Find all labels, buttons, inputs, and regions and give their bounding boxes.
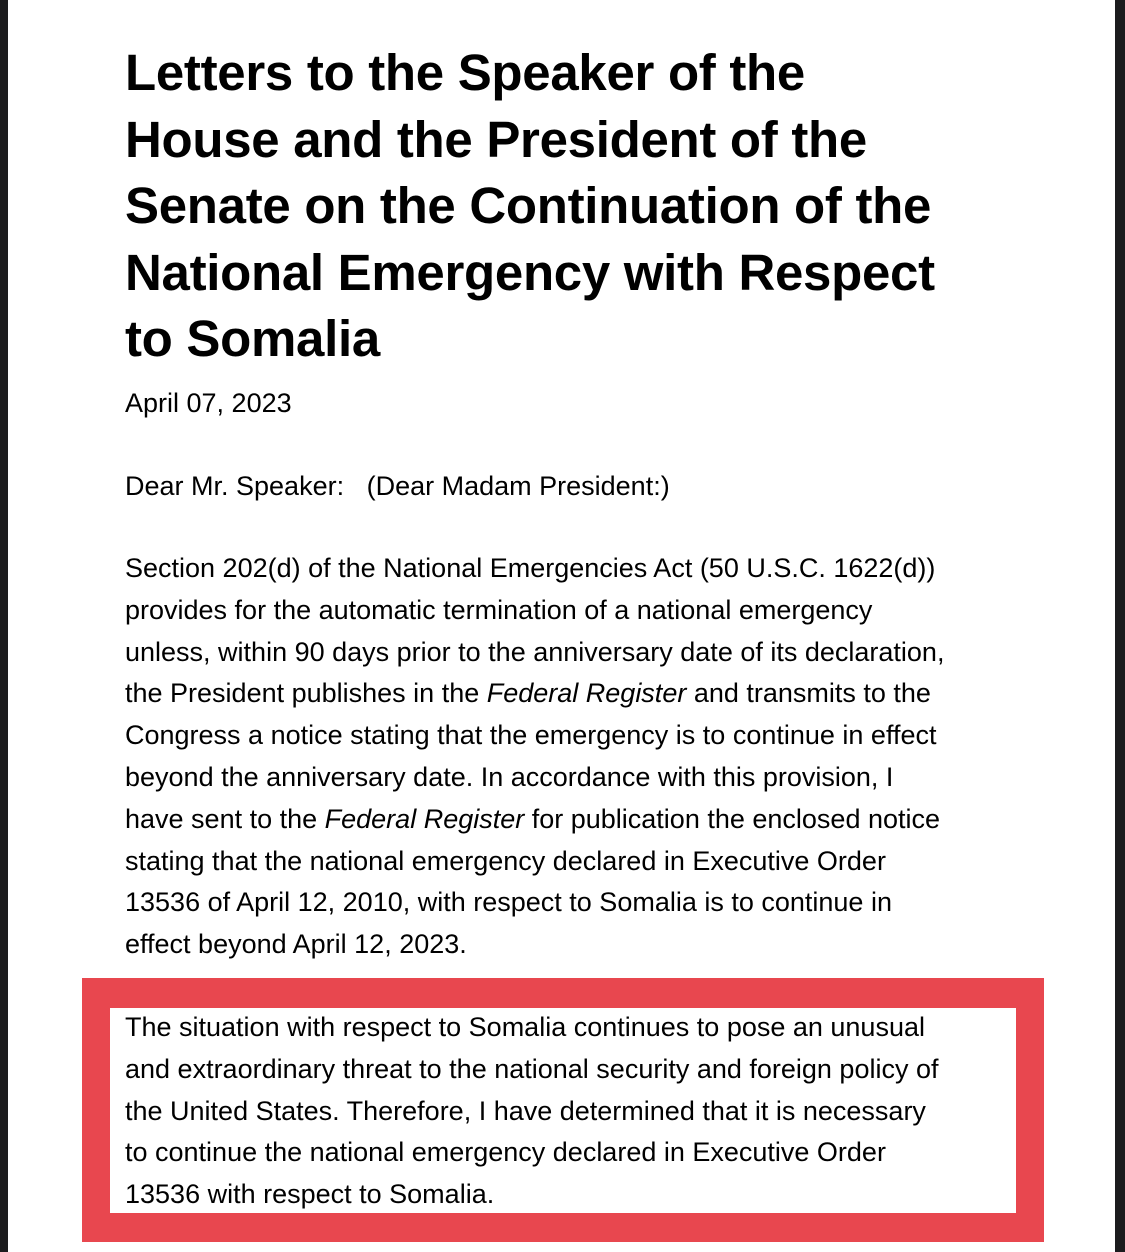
paragraph-line: the United States. Therefore, I have determined that it is necessary: [125, 1095, 926, 1126]
paragraph-line: stating that the national emergency declared in Executive Order: [125, 845, 886, 876]
paragraph-line: The situation with respect to Somalia continues to pose an unusual: [125, 1012, 925, 1042]
paragraph-line: 13536 of April 12, 2010, with respect to Somalia is to continue in: [125, 887, 892, 918]
italic-term: Federal Register: [486, 678, 687, 709]
paragraph-line: the President publishes in the Federal Register and transmits to the: [125, 678, 931, 709]
paragraph-line: and extraordinary threat to the national security and foreign policy of: [125, 1053, 939, 1084]
paragraph-1: [125, 548, 1005, 966]
paragraph-line: Congress a notice stating that the emergency is to continue in effect: [125, 720, 937, 751]
salutation: Dear Mr. Speaker: (Dear Madam President:): [125, 471, 670, 501]
paragraph-line: unless, within 90 days prior to the anniversary date of its declaration,: [125, 636, 945, 667]
title-line: National Emergency with Respect: [125, 243, 935, 301]
title-line: House and the President of the: [125, 110, 867, 168]
paragraph-line: provides for the automatic termination of a national emergency: [125, 594, 873, 625]
document-page: [8, 0, 1115, 1252]
title-line: Letters to the Speaker of the: [125, 44, 805, 101]
paragraph-line: to continue the national emergency declared in Executive Order: [125, 1137, 886, 1168]
paragraph-line: Section 202(d) of the National Emergencies Act (50 U.S.C. 1622(d)): [125, 553, 936, 583]
paragraph-line: effect beyond April 12, 2023.: [125, 929, 467, 960]
letter-date: April 07, 2023: [125, 388, 292, 418]
page-title: [125, 40, 1005, 373]
paragraph-line: beyond the anniversary date. In accordance with this provision, I: [125, 761, 894, 792]
title-line: Senate on the Continuation of the: [125, 177, 932, 234]
paragraph-line: 13536 with respect to Somalia.: [125, 1179, 495, 1210]
title-line: to Somalia: [125, 310, 380, 367]
italic-term: Federal Register: [324, 803, 525, 834]
paragraph-line: have sent to the Federal Register for publication the enclosed notice: [125, 803, 941, 834]
paragraph-2-highlighted: [125, 1007, 1005, 1216]
